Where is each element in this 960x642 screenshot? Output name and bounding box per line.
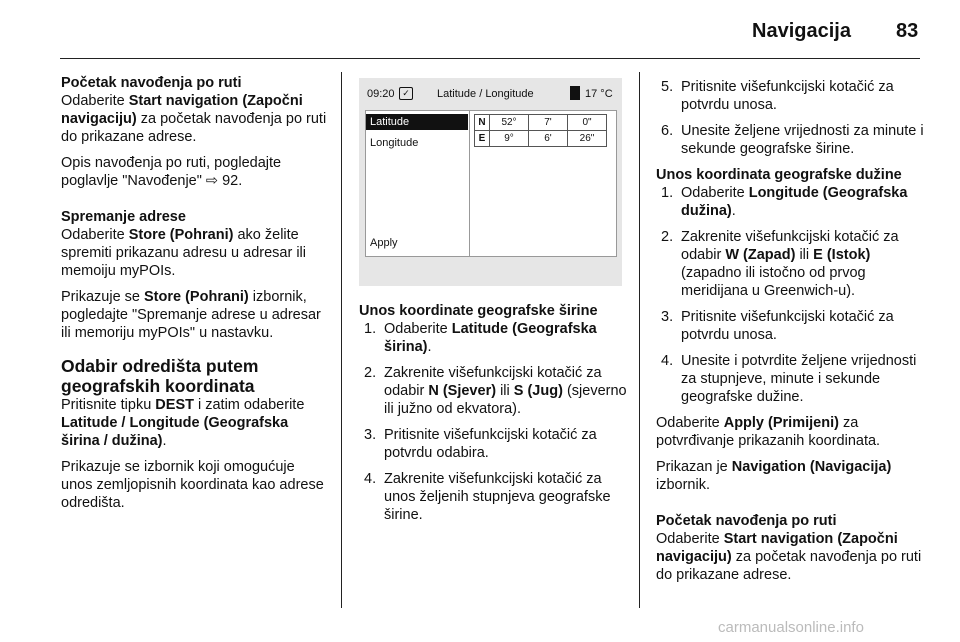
list-item: 6. Unesite željene vrijednosti za minute i sekunde geografske širine. (661, 123, 924, 157)
header-rule (60, 58, 920, 59)
paragraph: Opis navođenja po ruti, pogledajte poglavlje "Navođenje" ⇨ 92. (61, 155, 282, 189)
paragraph: Prikazuje se Store (Pohrani) izbornik, pogledajte "Spremanje adrese u adresar ili memoriju myPOIs" u nastavku. (61, 289, 321, 341)
screen-apply[interactable]: Apply (370, 237, 398, 249)
header-title: Navigacija (752, 20, 851, 42)
list-item: 3. Pritisnite višefunkcijski kotačić za potvrdu unosa. (661, 309, 894, 343)
screen-time: 09:20 (367, 88, 395, 100)
list-item: 2. Zakrenite višefunkcijski kotačić za odabir N (Sjever) ili S (Jug) (sjeverno ili južno od ekvatora). (364, 365, 627, 417)
section-heading: Početak navođenja po ruti (61, 75, 242, 91)
steps-list (656, 78, 924, 158)
list-item: 5. Pritisnite višefunkcijski kotačić za potvrdu unosa. (661, 79, 894, 113)
thermometer-icon (570, 86, 580, 100)
list-item: 3. Pritisnite višefunkcijski kotačić za potvrdu odabira. (364, 427, 597, 461)
screen-status-bar (365, 83, 615, 107)
minutes-cell[interactable]: 7' (529, 115, 568, 131)
list-item: 1. Odaberite Longitude (Geografska dužina). (661, 185, 908, 219)
screen-item-latitude[interactable]: Latitude (366, 114, 468, 130)
screen-divider (469, 111, 470, 256)
section-heading: Unos koordinate geografske širine (359, 303, 598, 319)
coordinate-row (475, 115, 607, 131)
section-heading-large: Odabir odredišta putem geografskih koordinata (61, 356, 259, 396)
footer-watermark: carmanualsonline.info (718, 619, 864, 636)
column-divider-2 (639, 72, 640, 608)
paragraph: Odaberite Apply (Primijeni) za potvrđivanje prikazanih koordinata. (656, 415, 881, 449)
coordinate-row (475, 131, 607, 147)
paragraph: Pritisnite tipku DEST i zatim odaberite Latitude / Longitude (Geografska širina / dužina). (61, 397, 305, 449)
screen-content (365, 110, 617, 257)
section-heading: Unos koordinata geografske dužine (656, 167, 902, 183)
paragraph: Odaberite Store (Pohrani) ako želite spremiti prikazanu adresu u adresar ili memoiju myPOIs. (61, 227, 306, 279)
degrees-cell[interactable]: 9° (490, 131, 529, 147)
steps-list (359, 320, 627, 524)
column-divider-1 (341, 72, 342, 608)
screen-illustration (359, 78, 622, 286)
steps-list (656, 184, 924, 406)
direction-cell[interactable]: N (475, 115, 490, 131)
coordinate-grid (474, 114, 607, 147)
list-item: 1. Odaberite Latitude (Geografska širina). (364, 321, 597, 355)
paragraph: Prikazuje se izbornik koji omogućuje unos zemljopisnih koordinata kao adrese odredišta. (61, 459, 324, 511)
column-1 (61, 74, 329, 520)
degrees-cell[interactable]: 52° (490, 115, 529, 131)
list-item: 2. Zakrenite višefunkcijski kotačić za odabir W (Zapad) ili E (Istok) (zapadno ili istočno od prvog meridijana u Greenwich-u). (661, 229, 899, 299)
minutes-cell[interactable]: 6' (529, 131, 568, 147)
section-heading: Spremanje adrese (61, 209, 186, 225)
navigation-icon: ✓ (399, 87, 413, 100)
screen-item-longitude[interactable]: Longitude (370, 137, 419, 149)
section-heading: Početak navođenja po ruti (656, 513, 837, 529)
seconds-cell[interactable]: 26" (568, 131, 607, 147)
screen-temperature: 17 °C (585, 88, 613, 100)
column-2 (359, 302, 627, 532)
list-item: 4. Zakrenite višefunkcijski kotačić za unos željenih stupnjeva geografske širine. (364, 471, 611, 523)
page-number: 83 (896, 20, 919, 42)
paragraph: Prikazan je Navigation (Navigacija) izbornik. (656, 459, 892, 493)
direction-cell[interactable]: E (475, 131, 490, 147)
column-3 (656, 78, 924, 592)
paragraph: Odaberite Start navigation (Započni navigaciju) za početak navođenja po ruti do prikazane adrese. (656, 531, 922, 583)
screen-title: Latitude / Longitude (437, 88, 534, 100)
seconds-cell[interactable]: 0" (568, 115, 607, 131)
list-item: 4. Unesite i potvrdite željene vrijednosti za stupnjeve, minute i sekunde geografske dužine. (661, 353, 917, 405)
paragraph: Odaberite Start navigation (Započni navigaciju) za početak navođenja po ruti do prikazane adrese. (61, 93, 327, 145)
